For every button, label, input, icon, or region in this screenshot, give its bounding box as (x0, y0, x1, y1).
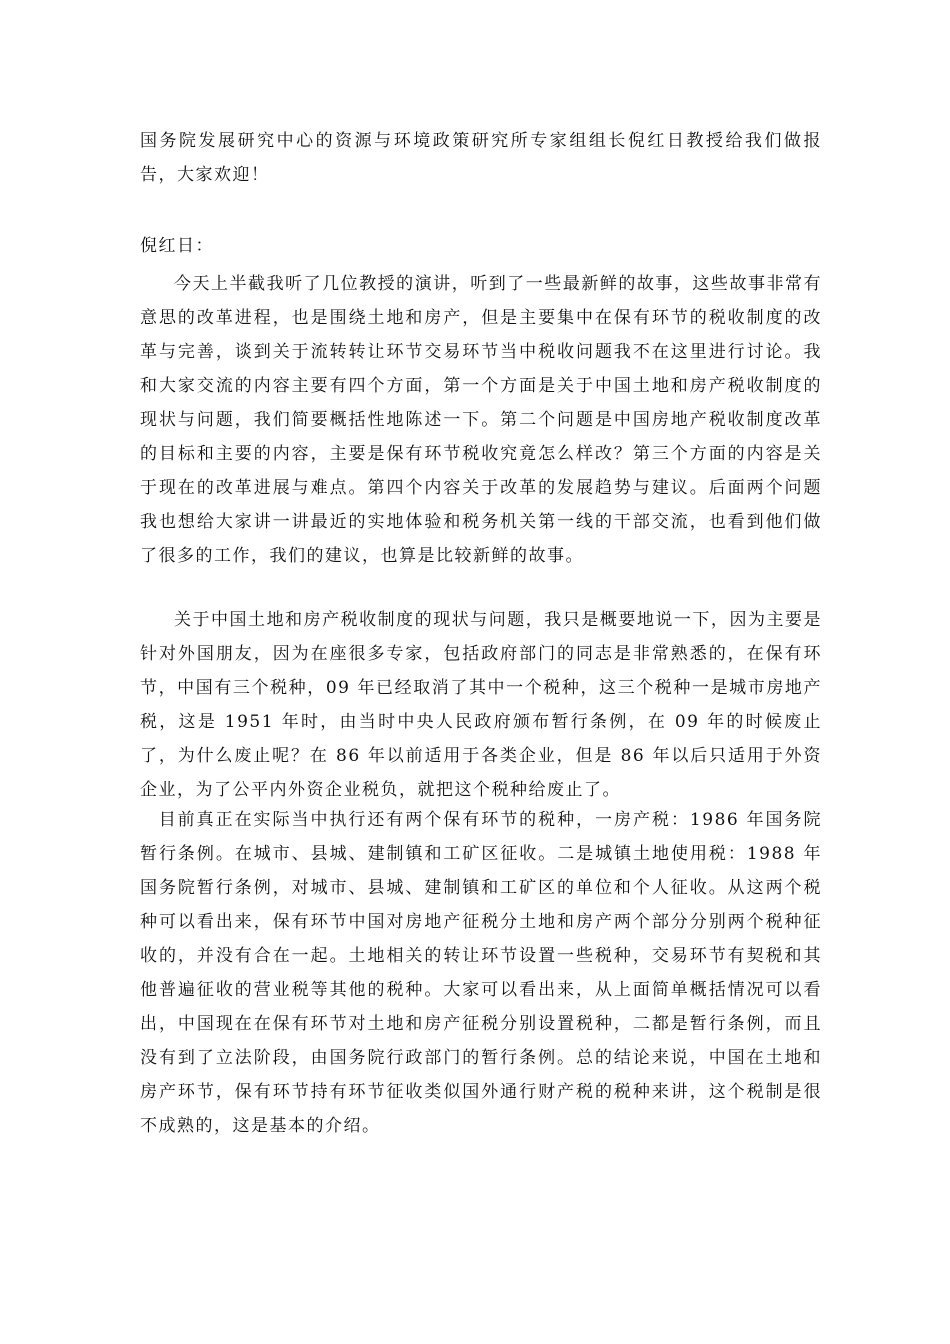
speaker-label: 倪红日： (140, 236, 214, 256)
intro-paragraph: 国务院发展研究中心的资源与环境政策研究所专家组组长倪红日教授给我们做报告，大家欢迎！ (140, 131, 822, 185)
body-paragraph-3: 目前真正在实际当中执行还有两个保有环节的税种，一房产税：1986 年国务院暂行条例。在城市、县城、建制镇和工矿区征收。二是城镇土地使用税：1988 年国务院暂行条例，对城市、县城、建制镇和工矿区的单位和个人征收。从这两个税种可以看出来，保有环节中国对房地产征税分土地和房产两个部分分别两个税种征收的，并没有合在一起。土地相关的转让环节设置一些税种，交易环节有契税和其他普遍征收的营业税等其他的税种。大家可以看出来，从上面简单概括情况可以看出，中国现在在保有环节对土地和房产征税分别设置税种，二都是暂行条例，而且没有到了立法阶段，由国务院行政部门的暂行条例。总的结论来说，中国在土地和房产环节，保有环节持有环节征收类似国外通行财产税的税种来讲，这个税制是很不成熟的，这是基本的介绍。 (140, 810, 822, 1136)
body-paragraph-1: 今天上半截我听了几位教授的演讲，听到了一些最新鲜的故事，这些故事非常有意思的改革进程，也是围绕土地和房产，但是主要集中在保有环节的税收制度的改革与完善，谈到关于流转转让环节交易环节当中税收问题我不在这里进行讨论。我和大家交流的内容主要有四个方面，第一个方面是关于中国土地和房产税收制度的现状与问题，我们简要概括性地陈述一下。第二个问题是中国房地产税收制度改革的目标和主要的内容，主要是保有环节税收究竟怎么样改？第三个方面的内容是关于现在的改革进展与难点。第四个内容关于改革的发展趋势与建议。后面两个问题我也想给大家讲一讲最近的实地体验和税务机关第一线的干部交流，也看到他们做了很多的工作，我们的建议，也算是比较新鲜的故事。 (140, 274, 822, 566)
body-paragraph-2: 关于中国土地和房产税收制度的现状与问题，我只是概要地说一下，因为主要是针对外国朋友，因为在座很多专家，包括政府部门的同志是非常熟悉的，在保有环节，中国有三个税种，09 年已经取消了其中一个税种，这三个税种一是城市房地产税，这是 1951 年时，由当时中央人民政府颁布暂行条例，在 09 年的时候废止了，为什么废止呢？在 86 年以前适用于各类企业，但是 86 年以后只适用于外资企业，为了公平内外资企业税负，就把这个税种给废止了。 (140, 610, 822, 800)
